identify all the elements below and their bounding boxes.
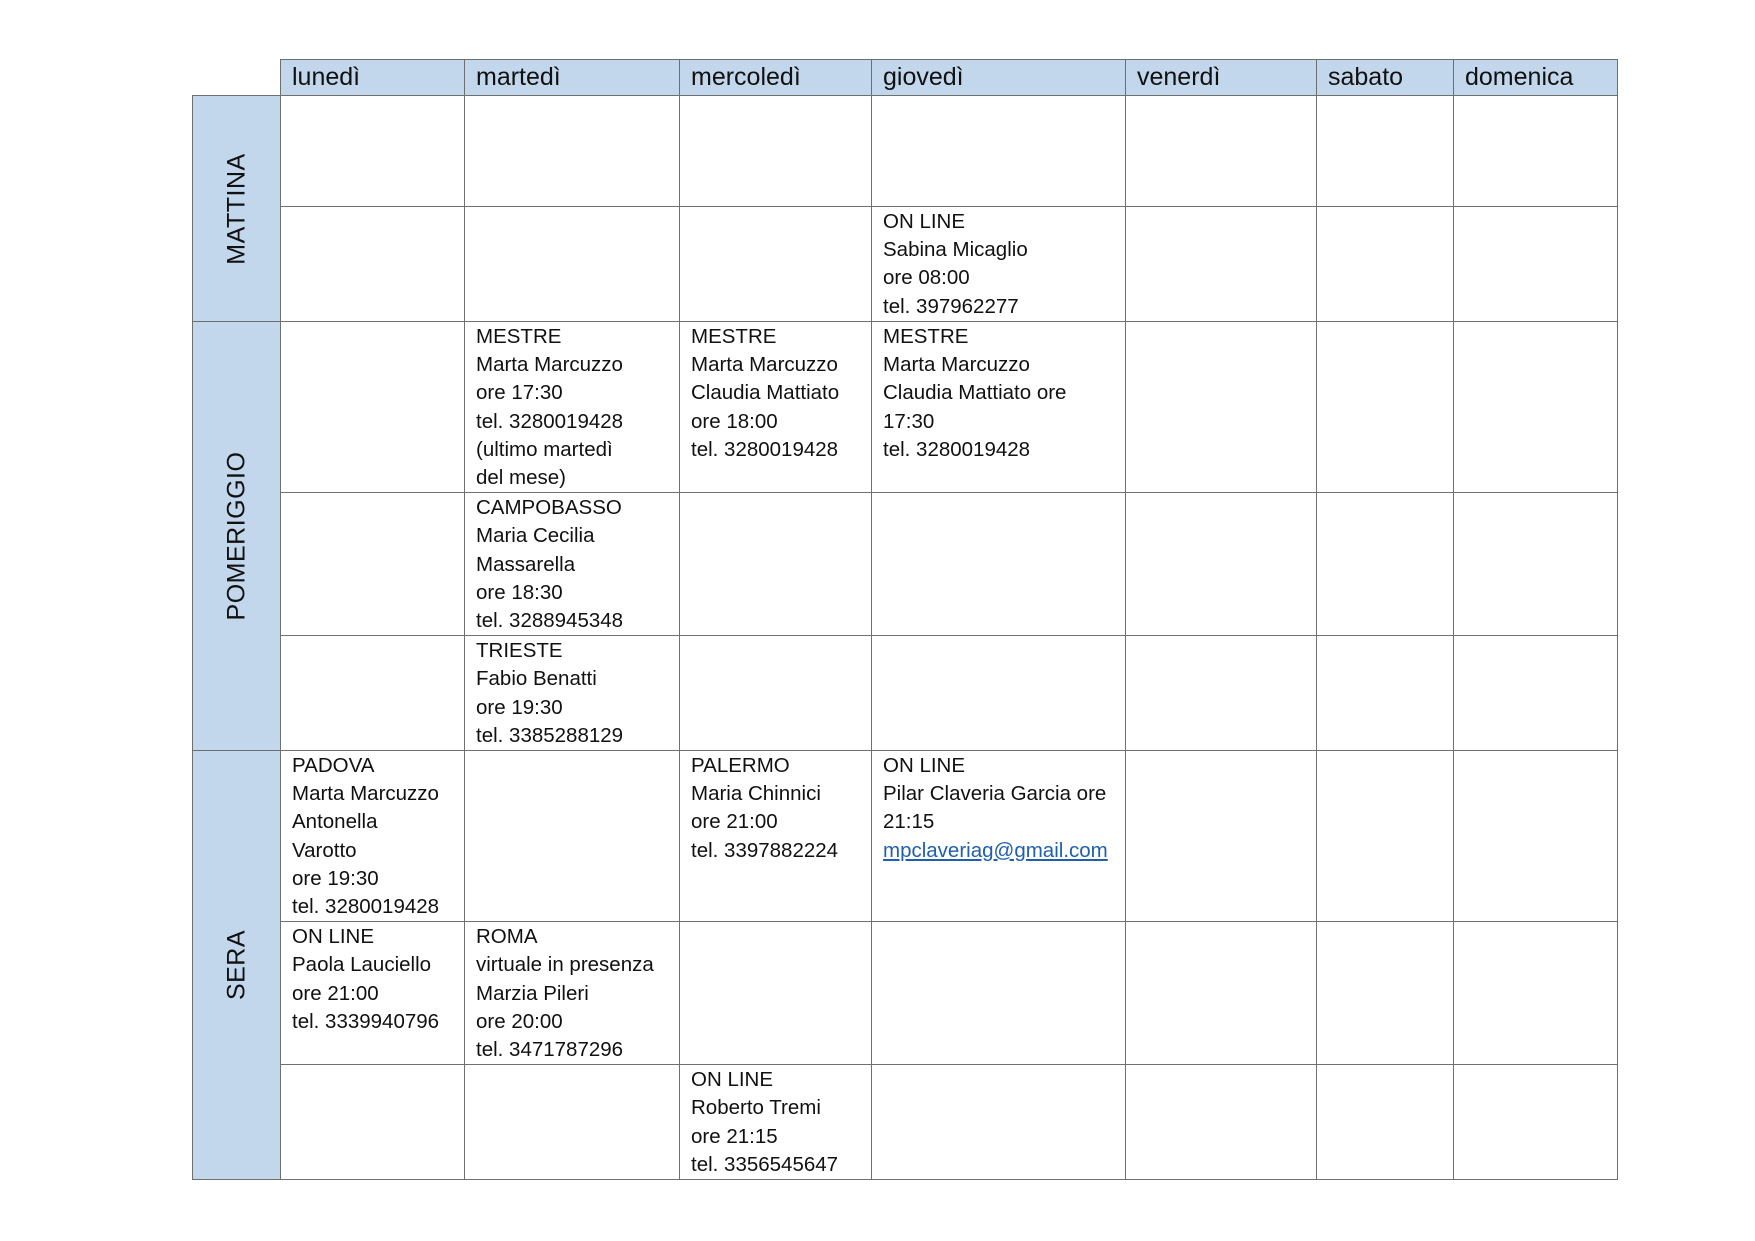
schedule-cell-monday bbox=[281, 1065, 465, 1180]
cell-text-line: ON LINE bbox=[883, 210, 966, 233]
cell-text-line: tel. 397962277 bbox=[883, 294, 1019, 318]
schedule-cell-saturday bbox=[1317, 322, 1454, 493]
table-row bbox=[193, 207, 1618, 322]
cell-text-line: MESTRE bbox=[883, 325, 969, 348]
table-row bbox=[193, 96, 1618, 207]
schedule-cell-sunday bbox=[1454, 922, 1618, 1065]
schedule-cell-saturday bbox=[1317, 207, 1454, 322]
day-header-tuesday: martedì bbox=[465, 60, 680, 96]
cell-text-line: del mese) bbox=[476, 466, 567, 490]
cell-text-line: tel. 3280019428 bbox=[292, 895, 440, 919]
schedule-cell-thursday bbox=[872, 207, 1126, 322]
weekly-schedule-table bbox=[192, 59, 1618, 1180]
schedule-cell-thursday bbox=[872, 322, 1126, 493]
cell-text-line: ore 19:30 bbox=[476, 695, 563, 719]
cell-text-line: ore 21:00 bbox=[292, 981, 379, 1005]
table-row bbox=[193, 322, 1618, 493]
schedule-cell-friday bbox=[1126, 96, 1317, 207]
day-header-saturday: sabato bbox=[1317, 60, 1454, 96]
cell-text-line: Roberto Tremi bbox=[691, 1096, 821, 1120]
schedule-cell-sunday bbox=[1454, 96, 1618, 207]
schedule-cell-monday bbox=[281, 322, 465, 493]
cell-text-line: (ultimo martedì bbox=[476, 437, 613, 461]
cell-text-line: Antonella bbox=[292, 810, 378, 834]
schedule-cell-tuesday bbox=[465, 751, 680, 922]
schedule-cell-friday bbox=[1126, 207, 1317, 322]
cell-text-line: ore 18:30 bbox=[476, 580, 563, 604]
cell-text-line: Paola Lauciello bbox=[292, 953, 432, 977]
schedule-cell-wednesday bbox=[680, 493, 872, 636]
cell-text-line: 21:15 bbox=[883, 810, 935, 834]
cell-text-line: Marta Marcuzzo bbox=[476, 353, 623, 377]
schedule-cell-saturday bbox=[1317, 636, 1454, 751]
schedule-cell-tuesday bbox=[465, 493, 680, 636]
schedule-cell-wednesday bbox=[680, 636, 872, 751]
email-link[interactable]: mpclaveriag@gmail.com bbox=[883, 838, 1108, 862]
schedule-cell-thursday bbox=[872, 636, 1126, 751]
cell-text-line: Maria Chinnici bbox=[691, 782, 821, 806]
schedule-cell-tuesday bbox=[465, 922, 680, 1065]
cell-text-line: tel. 3339940796 bbox=[292, 1009, 440, 1033]
cell-text-line: ore 17:30 bbox=[476, 381, 563, 405]
schedule-cell-thursday bbox=[872, 493, 1126, 636]
period-cell bbox=[193, 96, 281, 322]
cell-text-line: Sabina Micaglio bbox=[883, 238, 1028, 262]
schedule-cell-monday bbox=[281, 493, 465, 636]
cell-text-line: Marta Marcuzzo bbox=[292, 782, 439, 806]
cell-text-line: ore 18:00 bbox=[691, 409, 778, 433]
schedule-cell-thursday bbox=[872, 1065, 1126, 1180]
period-cell bbox=[193, 322, 281, 751]
schedule-cell-friday bbox=[1126, 322, 1317, 493]
schedule-cell-wednesday bbox=[680, 1065, 872, 1180]
cell-text-line: Claudia Mattiato ore bbox=[883, 381, 1067, 405]
cell-text-line: tel. 3385288129 bbox=[476, 723, 624, 747]
day-header-wednesday: mercoledì bbox=[680, 60, 872, 96]
schedule-cell-friday bbox=[1126, 922, 1317, 1065]
cell-text-line: tel. 3280019428 bbox=[883, 437, 1031, 461]
day-header-monday: lunedì bbox=[281, 60, 465, 96]
schedule-cell-thursday bbox=[872, 96, 1126, 207]
schedule-body bbox=[193, 96, 1618, 1180]
cell-text-line: MESTRE bbox=[691, 325, 777, 348]
day-header-friday: venerdì bbox=[1126, 60, 1317, 96]
day-header-thursday: giovedì bbox=[872, 60, 1126, 96]
schedule-cell-wednesday bbox=[680, 922, 872, 1065]
cell-text-line: virtuale in presenza bbox=[476, 953, 654, 977]
schedule-cell-sunday bbox=[1454, 636, 1618, 751]
cell-text-line: CAMPOBASSO bbox=[476, 496, 622, 520]
cell-text-line: tel. 3288945348 bbox=[476, 609, 624, 633]
schedule-cell-sunday bbox=[1454, 322, 1618, 493]
cell-text-line: PALERMO bbox=[691, 754, 790, 778]
table-row bbox=[193, 922, 1618, 1065]
cell-text-line: Varotto bbox=[292, 838, 357, 862]
schedule-cell-monday bbox=[281, 207, 465, 322]
header-corner bbox=[193, 60, 281, 96]
schedule-cell-thursday bbox=[872, 751, 1126, 922]
schedule-cell-wednesday bbox=[680, 322, 872, 493]
table-row bbox=[193, 636, 1618, 751]
schedule-cell-tuesday bbox=[465, 96, 680, 207]
schedule-cell-tuesday bbox=[465, 207, 680, 322]
cell-text-line: ON LINE bbox=[691, 1068, 774, 1092]
schedule-cell-monday bbox=[281, 751, 465, 922]
cell-text-line: ore 20:00 bbox=[476, 1009, 563, 1033]
schedule-cell-saturday bbox=[1317, 1065, 1454, 1180]
schedule-cell-saturday bbox=[1317, 922, 1454, 1065]
cell-text-line: MESTRE bbox=[476, 325, 562, 348]
schedule-cell-wednesday bbox=[680, 751, 872, 922]
day-header-sunday: domenica bbox=[1454, 60, 1618, 96]
schedule-cell-friday bbox=[1126, 751, 1317, 922]
schedule-cell-sunday bbox=[1454, 751, 1618, 922]
cell-text-line: ON LINE bbox=[292, 925, 375, 949]
table-row bbox=[193, 751, 1618, 922]
cell-text-line: PADOVA bbox=[292, 754, 375, 778]
cell-text-line: tel. 3397882224 bbox=[691, 838, 839, 862]
schedule-cell-sunday bbox=[1454, 207, 1618, 322]
table-row bbox=[193, 493, 1618, 636]
schedule-cell-monday bbox=[281, 636, 465, 751]
cell-text-line: tel. 3471787296 bbox=[476, 1038, 624, 1062]
cell-text-line: 17:30 bbox=[883, 409, 935, 433]
schedule-cell-tuesday bbox=[465, 322, 680, 493]
cell-text-line: tel. 3280019428 bbox=[476, 409, 624, 433]
cell-text-line: ON LINE bbox=[883, 754, 966, 778]
schedule-cell-friday bbox=[1126, 1065, 1317, 1180]
cell-text-line: ROMA bbox=[476, 925, 538, 949]
period-label: POMERIGGIO bbox=[222, 451, 250, 621]
cell-text-line: Marzia Pileri bbox=[476, 981, 589, 1005]
cell-text-line: Maria Cecilia bbox=[476, 524, 595, 548]
schedule-cell-tuesday bbox=[465, 1065, 680, 1180]
cell-text-line: Claudia Mattiato bbox=[691, 381, 840, 405]
cell-text-line: Marta Marcuzzo bbox=[691, 353, 838, 377]
cell-text-line: tel. 3356545647 bbox=[691, 1152, 839, 1176]
schedule-cell-sunday bbox=[1454, 493, 1618, 636]
header-row bbox=[193, 60, 1618, 96]
period-cell bbox=[193, 751, 281, 1180]
cell-text-line: Fabio Benatti bbox=[476, 667, 597, 691]
schedule-cell-wednesday bbox=[680, 207, 872, 322]
cell-text-line: ore 19:30 bbox=[292, 866, 379, 890]
cell-text-line: Pilar Claveria Garcia ore bbox=[883, 782, 1107, 806]
schedule-cell-thursday bbox=[872, 922, 1126, 1065]
cell-text-line: ore 21:00 bbox=[691, 810, 778, 834]
schedule-cell-monday bbox=[281, 922, 465, 1065]
schedule-cell-saturday bbox=[1317, 493, 1454, 636]
cell-text-line: ore 08:00 bbox=[883, 266, 970, 290]
schedule-cell-saturday bbox=[1317, 751, 1454, 922]
schedule-cell-friday bbox=[1126, 493, 1317, 636]
schedule-cell-saturday bbox=[1317, 96, 1454, 207]
schedule-cell-tuesday bbox=[465, 636, 680, 751]
cell-text-line: ore 21:15 bbox=[691, 1124, 778, 1148]
schedule-cell-friday bbox=[1126, 636, 1317, 751]
period-label: SERA bbox=[222, 930, 250, 1001]
cell-text-line: TRIESTE bbox=[476, 639, 563, 663]
cell-text-line: Marta Marcuzzo bbox=[883, 353, 1030, 377]
schedule-cell-sunday bbox=[1454, 1065, 1618, 1180]
schedule-cell-monday bbox=[281, 96, 465, 207]
schedule-cell-wednesday bbox=[680, 96, 872, 207]
period-label: MATTINA bbox=[222, 152, 250, 265]
table-row bbox=[193, 1065, 1618, 1180]
cell-text-line: Massarella bbox=[476, 552, 576, 576]
cell-text-line: tel. 3280019428 bbox=[691, 437, 839, 461]
